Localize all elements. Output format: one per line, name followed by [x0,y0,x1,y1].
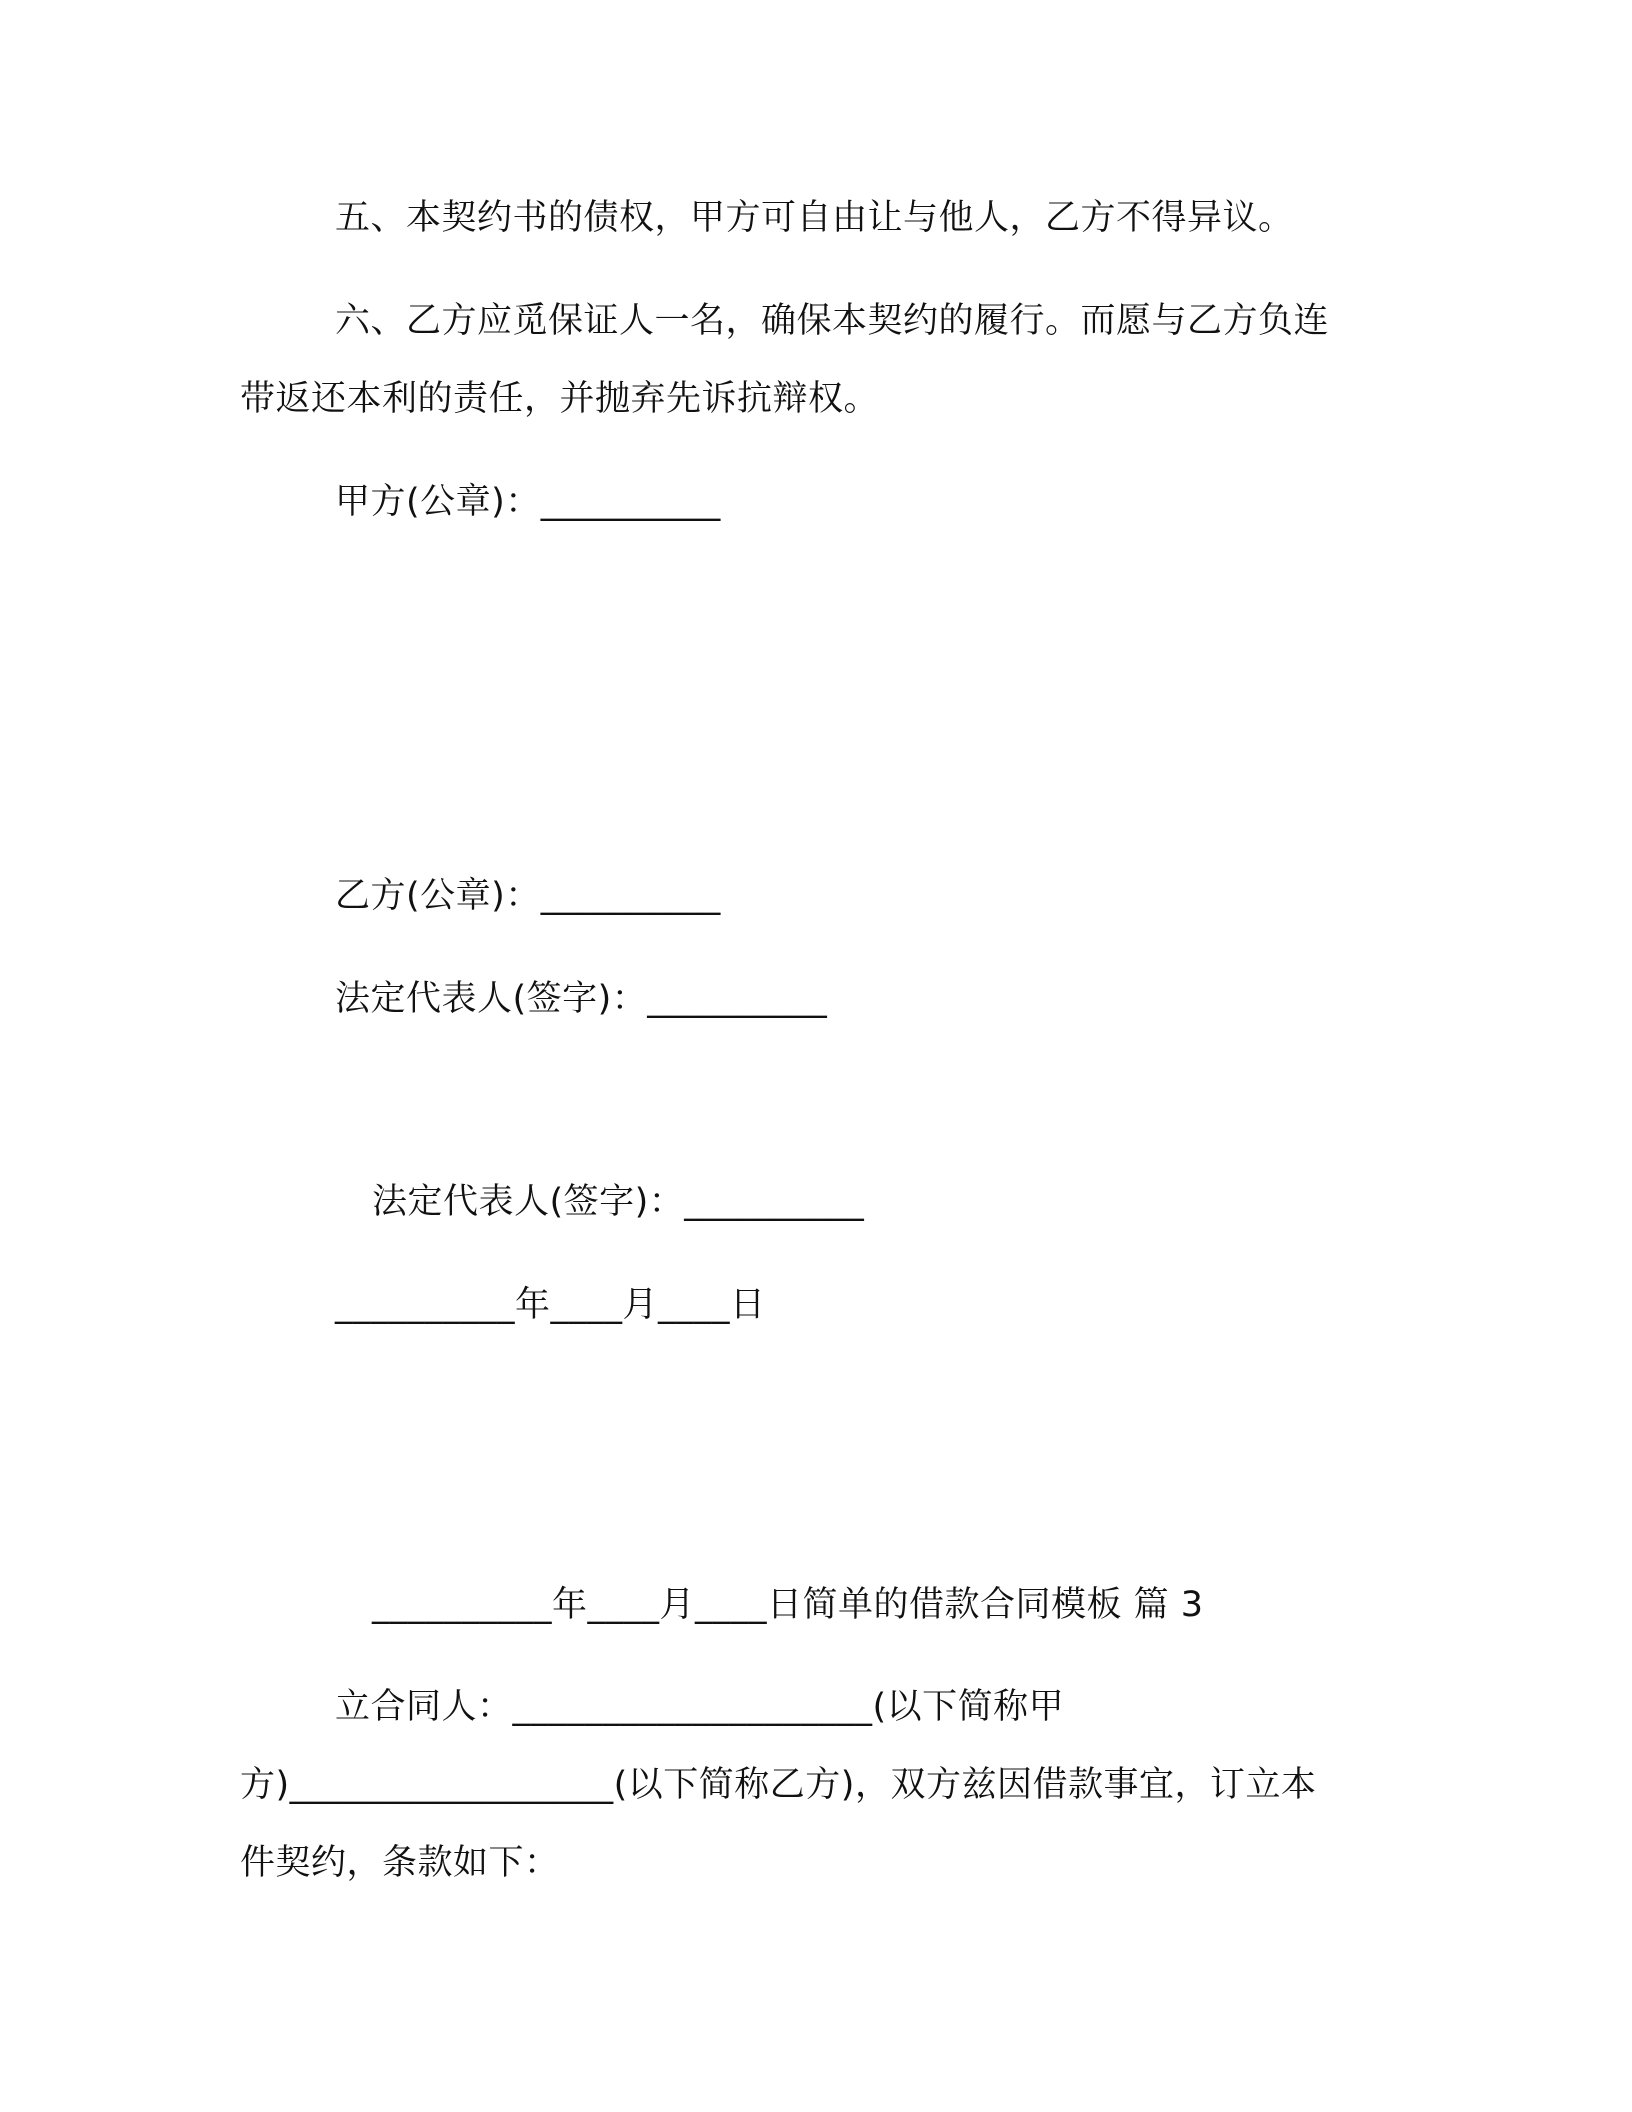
contract-party-line-2: 方)__________________(以下简称乙方)，双方兹因借款事宜，订立本 [240,1765,1317,1805]
legal-rep-signature-line-2: 法定代表人(签字)：__________ [372,1182,865,1222]
clause-six-line-2: 带返还本利的责任，并抛弃先诉抗辩权。 [240,379,880,419]
clause-five: 五、本契约书的债权，甲方可自由让与他人，乙方不得异议。 [335,198,1294,238]
contract-party-line-3: 件契约，条款如下： [240,1843,560,1883]
party-b-seal-line: 乙方(公章)：__________ [335,876,721,916]
clause-six-line-1: 六、乙方应觅保证人一名，确保本契约的履行。而愿与乙方负连 [335,301,1330,341]
section-heading: __________年____月____日简单的借款合同模板 篇 3 [372,1585,1204,1625]
legal-rep-signature-line-1: 法定代表人(签字)：__________ [335,979,828,1019]
party-a-seal-line: 甲方(公章)：__________ [335,482,721,522]
contract-party-line-1: 立合同人：____________________(以下简称甲 [335,1687,1065,1727]
date-line: __________年____月____日 [335,1285,766,1325]
